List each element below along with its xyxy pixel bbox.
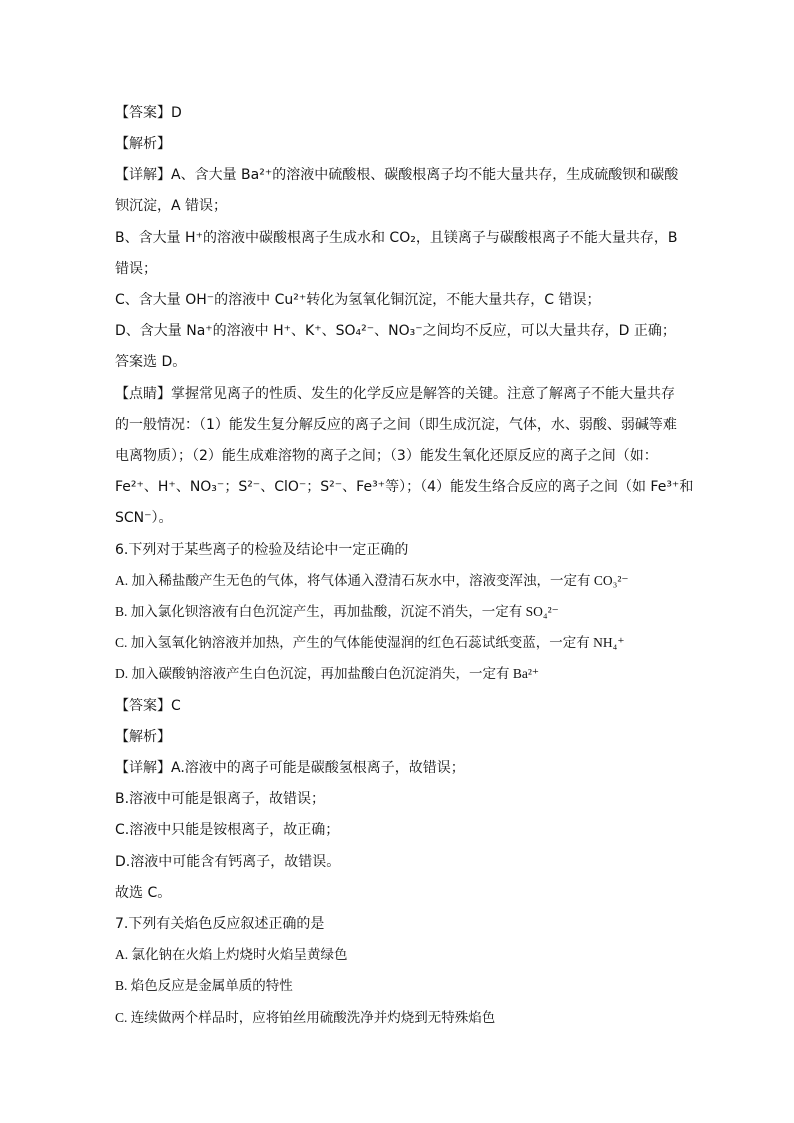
q7-option-b: B. 焰色反应是金属单质的特性 [115,978,293,993]
q5-answer: 【答案】D [115,105,182,121]
q7-option-a: A. 氯化钠在火焰上灼烧时火焰呈黄绿色 [115,947,348,962]
q6-stem: 6.下列对于某些离子的检验及结论中一定正确的 [115,542,409,558]
q6-detail-a: 【详解】A.溶液中的离子可能是碳酸氢根离子，故错误； [115,760,465,776]
q5-point-line4: Fe²⁺、H⁺、NO₃⁻；S²⁻、ClO⁻；S²⁻、Fe³⁺等）；（4）能发生络合反应的离子之间（如 Fe³⁺和 [115,479,694,495]
q5-point-line2: 的一般情况：（1）能发生复分解反应的离子之间（即生成沉淀，气体，水、弱酸、弱碱等难 [115,417,677,433]
q6-option-d: D. 加入碳酸钠溶液产生白色沉淀，再加盐酸白色沉淀消失，一定有 Ba²⁺ [115,666,540,681]
q5-detail-b-line2: 错误； [115,261,157,277]
q5-analysis-heading: 【解析】 [115,136,171,152]
q5-detail-a-line2: 钡沉淀，A 错误； [115,198,228,214]
q5-point-line3: 电离物质）；（2）能生成难溶物的离子之间；（3）能发生氧化还原反应的离子之间（如： [115,448,658,464]
q5-point-line5: SCN⁻）。 [115,510,173,526]
q6-analysis-heading: 【解析】 [115,729,171,745]
q5-point-line1: 【点睛】掌握常见离子的性质、发生的化学反应是解答的关键。注意了解离子不能大量共存 [115,386,675,402]
q6-detail-c: C.溶液中只能是铵根离子，故正确； [115,822,340,838]
q6-option-a: A. 加入稀盐酸产生无色的气体，将气体通入澄清石灰水中，溶液变浑浊，一定有 CO₃²⁻ [115,573,629,588]
q6-option-c: C. 加入氢氧化钠溶液并加热，产生的气体能使湿润的红色石蕊试纸变蓝，一定有 NH₄⁺ [115,635,625,650]
q7-option-c: C. 连续做两个样品时，应将铂丝用硫酸洗净并灼烧到无特殊焰色 [115,1010,496,1025]
q6-choose: 故选 C。 [115,885,172,901]
q5-choose: 答案选 D。 [115,354,187,370]
q5-detail-c: C、含大量 OH⁻的溶液中 Cu²⁺转化为氢氧化铜沉淀，不能大量共存，C 错误； [115,292,601,308]
q5-detail-b-line1: B、含大量 H⁺的溶液中碳酸根离子生成水和 CO₂，且镁离子与碳酸根离子不能大量共存，B [115,230,678,246]
q7-stem: 7.下列有关焰色反应叙述正确的是 [115,916,325,932]
q6-detail-b: B.溶液中可能是银离子，故错误； [115,791,326,807]
q5-detail-a-line1: 【详解】A、含大量 Ba²⁺的溶液中硫酸根、碳酸根离子均不能大量共存，生成硫酸钡和碳酸 [115,167,679,183]
q5-detail-d: D、含大量 Na⁺的溶液中 H⁺、K⁺、SO₄²⁻、NO₃⁻之间均不反应，可以大量共存，D 正确； [115,323,676,339]
q6-option-b: B. 加入氯化钡溶液有白色沉淀产生，再加盐酸，沉淀不消失，一定有 SO₄²⁻ [115,604,559,619]
q6-detail-d: D.溶液中可能含有钙离子，故错误。 [115,854,341,870]
q6-answer: 【答案】C [115,698,181,714]
